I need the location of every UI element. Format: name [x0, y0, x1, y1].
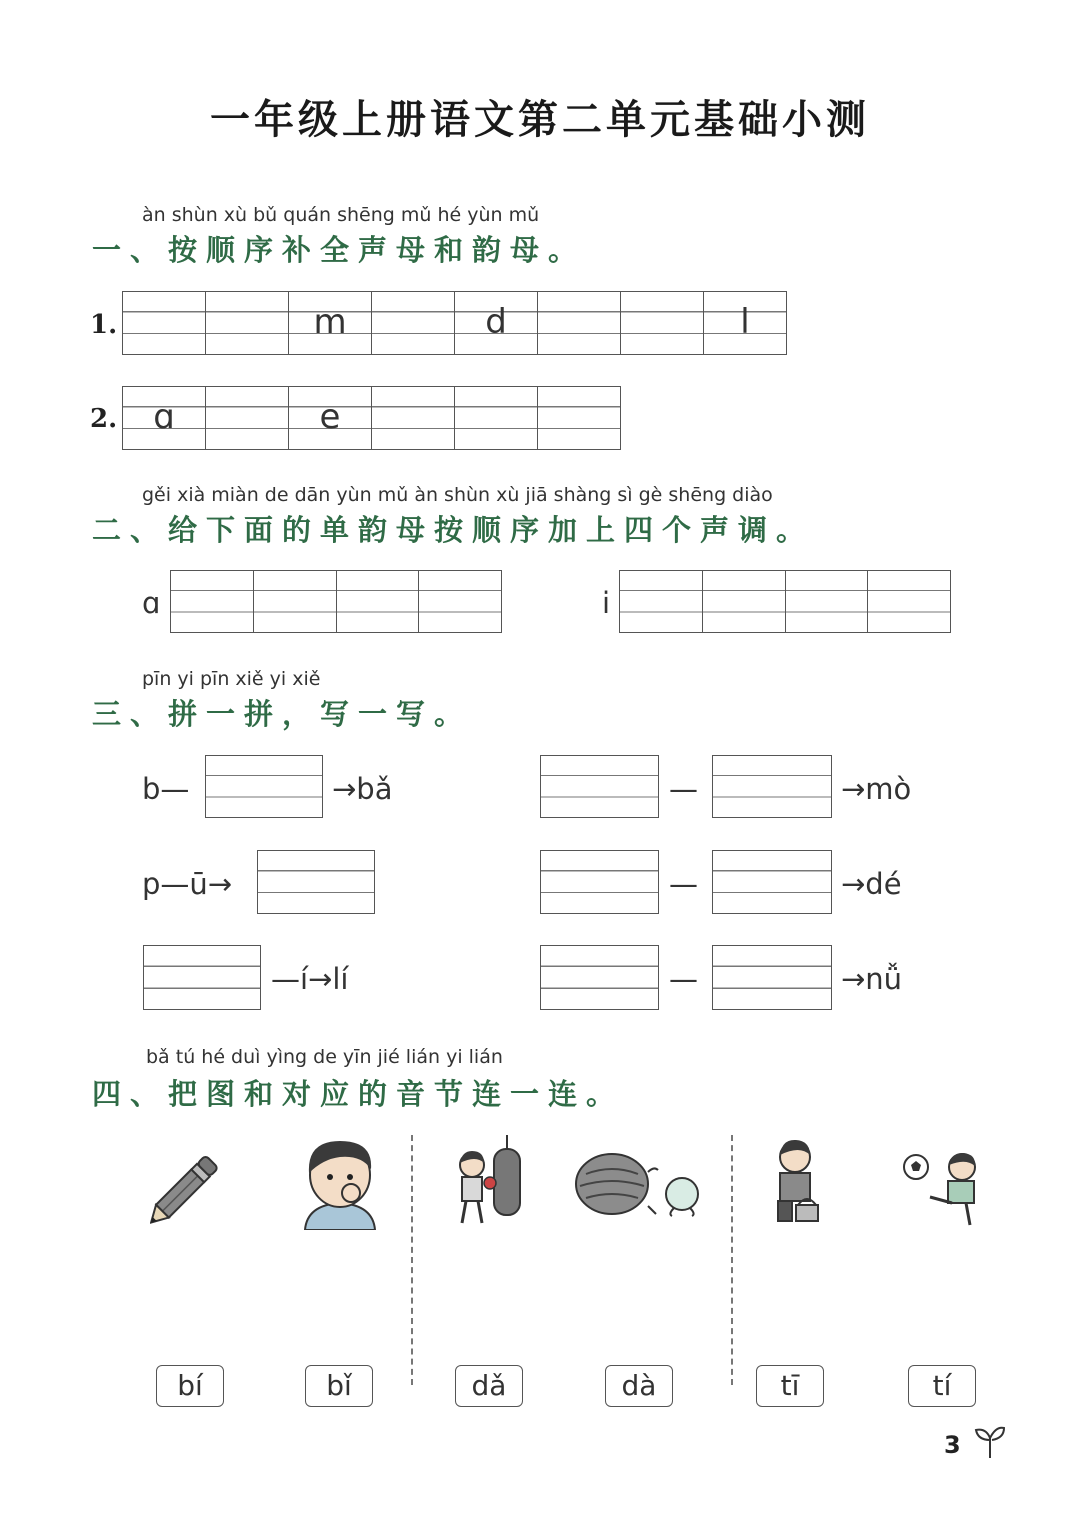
row1-right-dash: —: [669, 772, 698, 806]
writing-cell[interactable]: [372, 387, 455, 449]
row2-writing-grid: [122, 386, 621, 450]
row1-writing-grid: [122, 291, 787, 355]
row2-number: 2.: [90, 404, 118, 434]
writing-cell: l: [704, 292, 786, 354]
writing-cell: m: [289, 292, 372, 354]
vowel-a-label: ɑ: [142, 586, 161, 620]
writing-cell: e: [289, 387, 372, 449]
writing-cell[interactable]: [123, 292, 206, 354]
writing-cell[interactable]: [455, 387, 538, 449]
answer-box[interactable]: [257, 850, 375, 914]
boxing-boy-icon: [452, 1135, 532, 1230]
writing-cell[interactable]: [620, 571, 703, 632]
writing-cell[interactable]: [786, 571, 869, 632]
answer-box[interactable]: [205, 755, 323, 818]
answer-box[interactable]: [540, 945, 659, 1010]
section1-pinyin: àn shùn xù bǔ quán shēng mǔ hé yùn mǔ: [142, 204, 540, 226]
vowel-i-label: i: [602, 586, 611, 620]
syllable-option[interactable]: bǐ: [305, 1365, 373, 1407]
section3-pinyin: pīn yi pīn xiě yi xiě: [142, 668, 321, 690]
pencil-icon: [150, 1145, 230, 1225]
writing-cell[interactable]: [703, 571, 786, 632]
section2-heading: 二、给下面的单韵母按顺序加上四个声调。: [92, 513, 815, 547]
basket-boy-icon: [760, 1135, 830, 1230]
syllable-option[interactable]: tī: [756, 1365, 824, 1407]
writing-cell[interactable]: [254, 571, 337, 632]
answer-box[interactable]: [712, 945, 832, 1010]
answer-box[interactable]: [540, 850, 659, 914]
writing-cell: d: [455, 292, 538, 354]
row1-right-suffix: →mò: [841, 772, 912, 806]
nose-boy-icon: [295, 1135, 385, 1230]
answer-box[interactable]: [712, 755, 832, 818]
kicking-boy-icon: [900, 1145, 985, 1230]
writing-cell[interactable]: [337, 571, 420, 632]
syllable-option[interactable]: dà: [605, 1365, 673, 1407]
writing-cell[interactable]: [621, 292, 704, 354]
writing-cell[interactable]: [372, 292, 455, 354]
writing-cell[interactable]: [538, 292, 621, 354]
section4-pinyin: bǎ tú hé duì yìng de yīn jié lián yi lián: [146, 1046, 503, 1068]
page-number: 3: [944, 1431, 961, 1459]
writing-cell[interactable]: [206, 292, 289, 354]
divider: [411, 1135, 413, 1385]
row1-left-suffix: →bǎ: [332, 772, 393, 806]
syllable-option[interactable]: tí: [908, 1365, 976, 1407]
section2-pinyin: gěi xià miàn de dān yùn mǔ àn shùn xù jiā shàng sì gè shēng diào: [142, 484, 773, 506]
row2-left-prefix: p—ū→: [142, 867, 233, 901]
writing-cell[interactable]: [538, 387, 620, 449]
section1-heading: 一、按顺序补全声母和韵母。: [92, 233, 587, 267]
watermelon-peach-icon: [572, 1150, 707, 1220]
section3-heading: 三、拼一拼，写一写。: [92, 697, 473, 731]
tone-grid-a: [170, 570, 502, 633]
syllable-option[interactable]: dǎ: [455, 1365, 523, 1407]
row2-right-dash: —: [669, 867, 698, 901]
tone-grid-i: [619, 570, 951, 633]
row2-right-suffix: →dé: [841, 867, 902, 901]
row3-right-dash: —: [669, 962, 698, 996]
divider: [731, 1135, 733, 1385]
writing-cell[interactable]: [206, 387, 289, 449]
row3-left-suffix: —í→lí: [271, 962, 349, 996]
row1-left-prefix: b—: [142, 772, 190, 806]
row1-number: 1.: [90, 310, 118, 340]
answer-box[interactable]: [540, 755, 659, 818]
answer-box[interactable]: [712, 850, 832, 914]
writing-cell: ɑ: [123, 387, 206, 449]
answer-box[interactable]: [143, 945, 261, 1010]
section4-heading: 四、把图和对应的音节连一连。: [92, 1077, 625, 1111]
page-title: 一年级上册语文第二单元基础小测: [210, 96, 870, 143]
syllable-option[interactable]: bí: [156, 1365, 224, 1407]
writing-cell[interactable]: [171, 571, 254, 632]
sprout-icon: [970, 1424, 1010, 1460]
writing-cell[interactable]: [419, 571, 501, 632]
row3-right-suffix: →nǚ: [841, 962, 903, 996]
writing-cell[interactable]: [868, 571, 950, 632]
